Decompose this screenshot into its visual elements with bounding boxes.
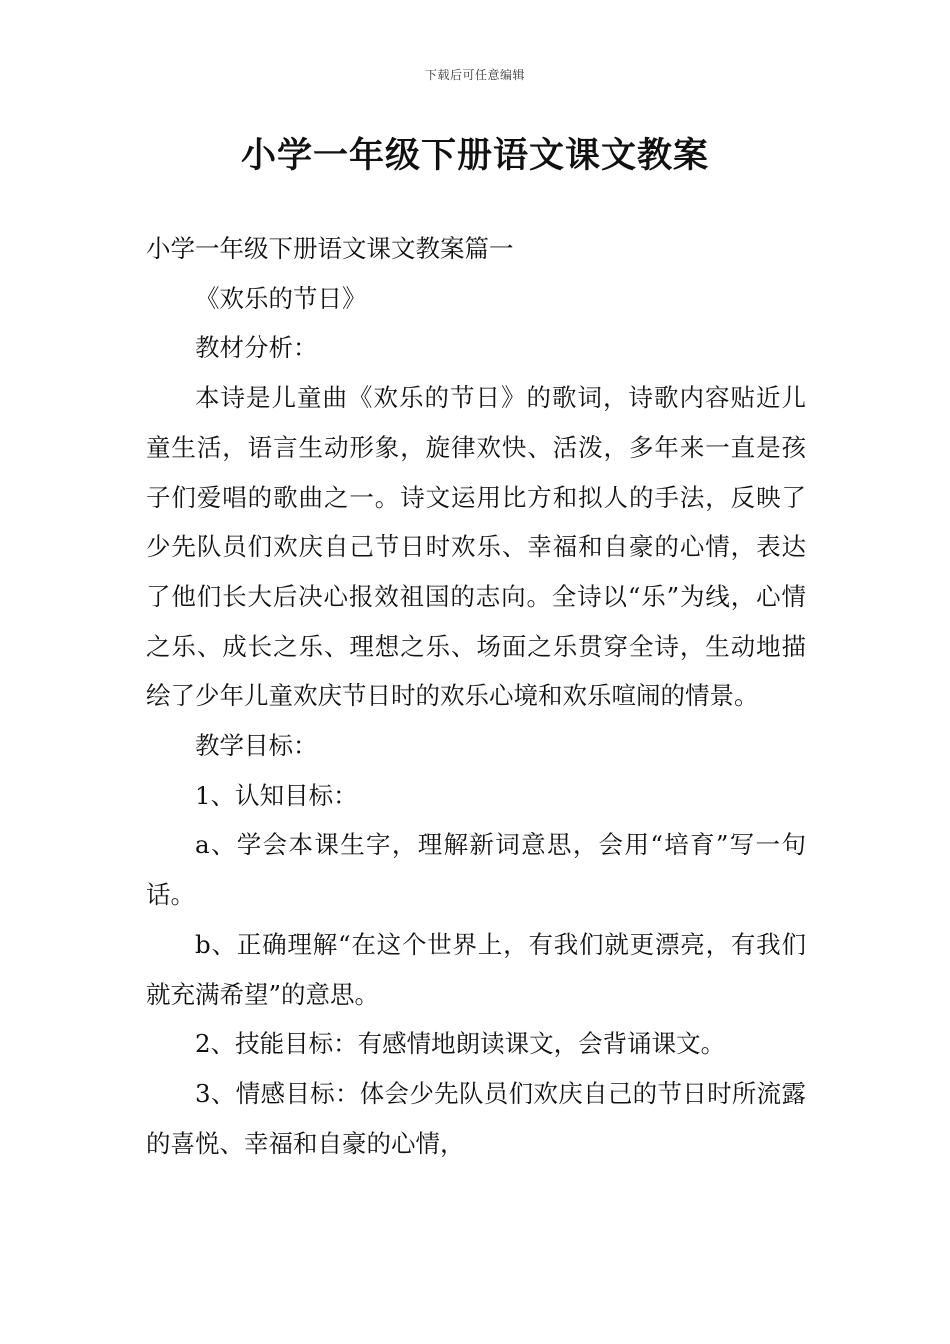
goal-emotion: 3、情感目标：体会少先队员们欢庆自己的节日时所流露的喜悦、幸福和自豪的心情， bbox=[146, 1078, 806, 1158]
analysis-paragraph: 本诗是儿童曲《欢乐的节日》的歌词，诗歌内容贴近儿童生活，语言生动形象，旋律欢快、活泼，多年来一直是孩子们爱唱的歌曲之一。诗文运用比方和拟人的手法，反映了少先队员们欢庆自己节日时欢乐、幸福和自豪的心情，表达了他们长大后决心报效祖国的志向。全诗以“乐”为线，心情之乐、成长之乐、理想之乐、场面之乐贯穿全诗，生动地描绘了少年儿童欢庆节日时的欢乐心境和欢乐喧闹的情景。 bbox=[146, 383, 806, 711]
lesson-title: 《欢乐的节日》 bbox=[195, 283, 367, 313]
goal-cognitive-a: a、学会本课生字，理解新词意思，会用“培育”写一句话。 bbox=[146, 830, 806, 910]
document-title: 小学一年级下册语文课文教案 bbox=[240, 135, 709, 176]
goal-cognitive: 1、认知目标： bbox=[195, 780, 358, 810]
goal-cognitive-b: b、正确理解“在这个世界上，有我们就更漂亮，有我们就充满希望”的意思。 bbox=[146, 929, 806, 1009]
goal-skill: 2、技能目标：有感情地朗读课文，会背诵课文。 bbox=[195, 1029, 726, 1059]
document-body bbox=[146, 224, 806, 1168]
section-heading: 小学一年级下册语文课文教案篇一 bbox=[146, 234, 514, 263]
goals-label: 教学目标： bbox=[195, 731, 318, 761]
header-note: 下载后可任意编辑 bbox=[424, 68, 525, 82]
analysis-label: 教材分析： bbox=[195, 333, 318, 363]
